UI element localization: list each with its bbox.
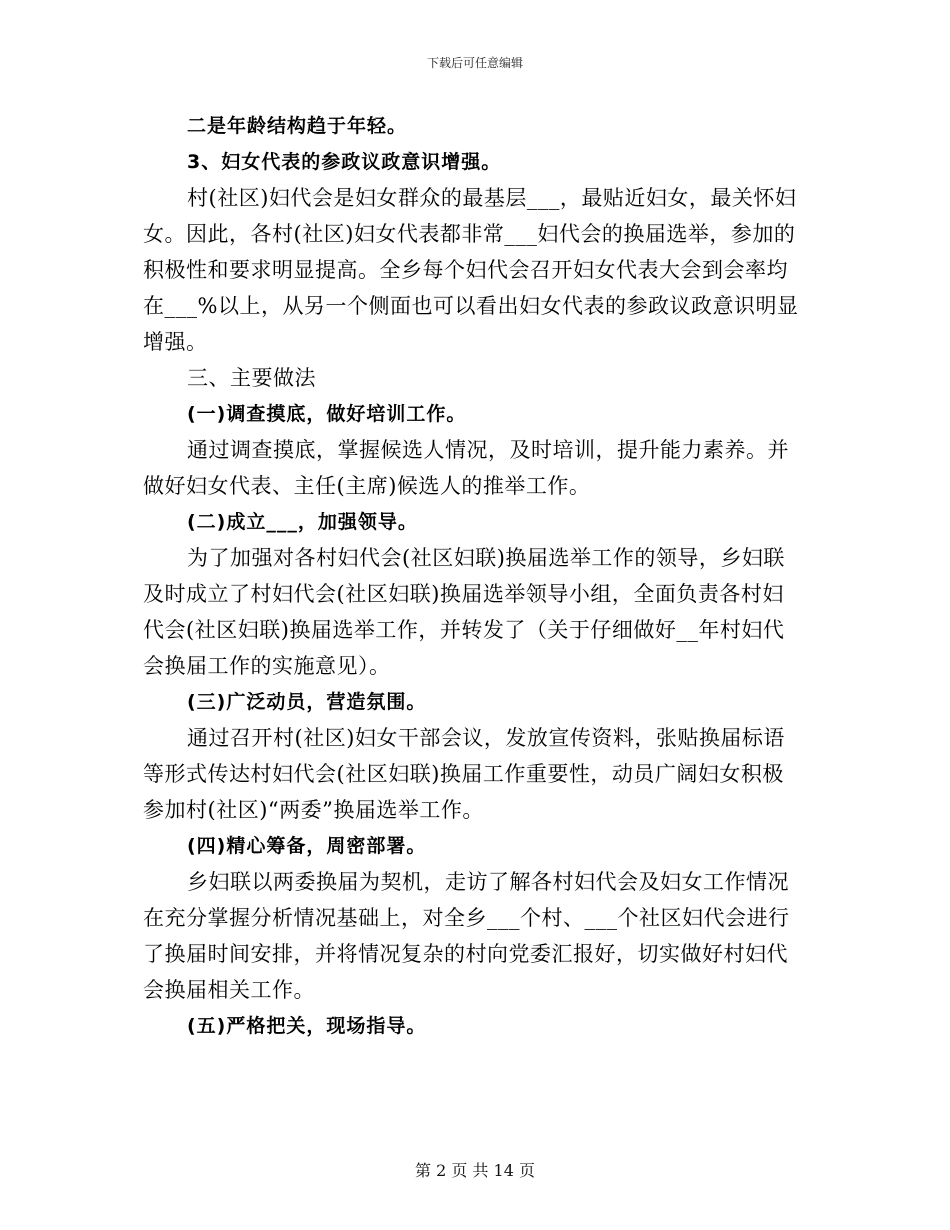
paragraph-line: 村(社区)妇代会是妇女群众的最基层___，最贴近妇女，最关怀妇	[187, 186, 797, 210]
paragraph-line: 会换届相关工作。	[143, 978, 315, 1002]
paragraph-line: 代会(社区妇联)换届选举工作，并转发了（关于仔细做好__年村妇代	[143, 618, 785, 642]
paragraph-line: 乡妇联以两委换届为契机，走访了解各村妇代会及妇女工作情况	[187, 870, 789, 894]
paragraph-line: 做好妇女代表、主任(主席)候选人的推举工作。	[143, 474, 591, 498]
paragraph-line: 及时成立了村妇代会(社区妇联)换届选举领导小组，全面负责各村妇	[143, 582, 784, 606]
subsection-heading: (五)严格把关，现场指导。	[187, 1015, 427, 1037]
paragraph-line: 会换届工作的实施意见）。	[143, 654, 391, 678]
paragraph-line: 通过调查摸底，掌握候选人情况，及时培训，提升能力素养。并	[187, 438, 789, 462]
subsection-heading: (三)广泛动员，营造氛围。	[187, 691, 427, 713]
paragraph-line: 为了加强对各村妇代会(社区妇联)换届选举工作的领导，乡妇联	[187, 546, 785, 570]
paragraph-line: 通过召开村(社区)妇女干部会议，发放宣传资料，张贴换届标语	[187, 726, 785, 750]
subsection-heading: (四)精心筹备，周密部署。	[187, 835, 427, 857]
document-body	[143, 108, 808, 1044]
paragraph-line: 在___%以上，从另一个侧面也可以看出妇女代表的参政议政意识明显	[143, 294, 799, 318]
paragraph-line: 增强。	[143, 330, 208, 354]
section-heading: 三、主要做法	[187, 366, 316, 390]
paragraph-line: 女。因此，各村(社区)妇女代表都非常___妇代会的换届选举，参加的	[143, 222, 796, 246]
page-footer: 第 2 页 共 14 页	[415, 1161, 535, 1180]
paragraph-line: 积极性和要求明显提高。全乡每个妇代会召开妇女代表大会到会率均	[143, 258, 788, 282]
subsection-heading: (二)成立___，加强领导。	[187, 511, 418, 533]
paragraph-line: 参加村(社区)“两委”换届选举工作。	[143, 798, 484, 822]
subsection-heading: (一)调查摸底，做好培训工作。	[187, 403, 467, 425]
paragraph-line: 等形式传达村妇代会(社区妇联)换届工作重要性，动员广阔妇女积极	[143, 762, 784, 786]
section-heading: 3、妇女代表的参政议政意识增强。	[187, 151, 502, 173]
paragraph-line: 二是年龄结构趋于年轻。	[187, 115, 408, 137]
page-header: 下载后可任意编辑	[426, 56, 523, 70]
paragraph-line: 在充分掌握分析情况基础上，对全乡___个村、___个社区妇代会进行	[143, 906, 790, 930]
paragraph-line: 了换届时间安排，并将情况复杂的村向党委汇报好，切实做好村妇代	[143, 942, 788, 966]
